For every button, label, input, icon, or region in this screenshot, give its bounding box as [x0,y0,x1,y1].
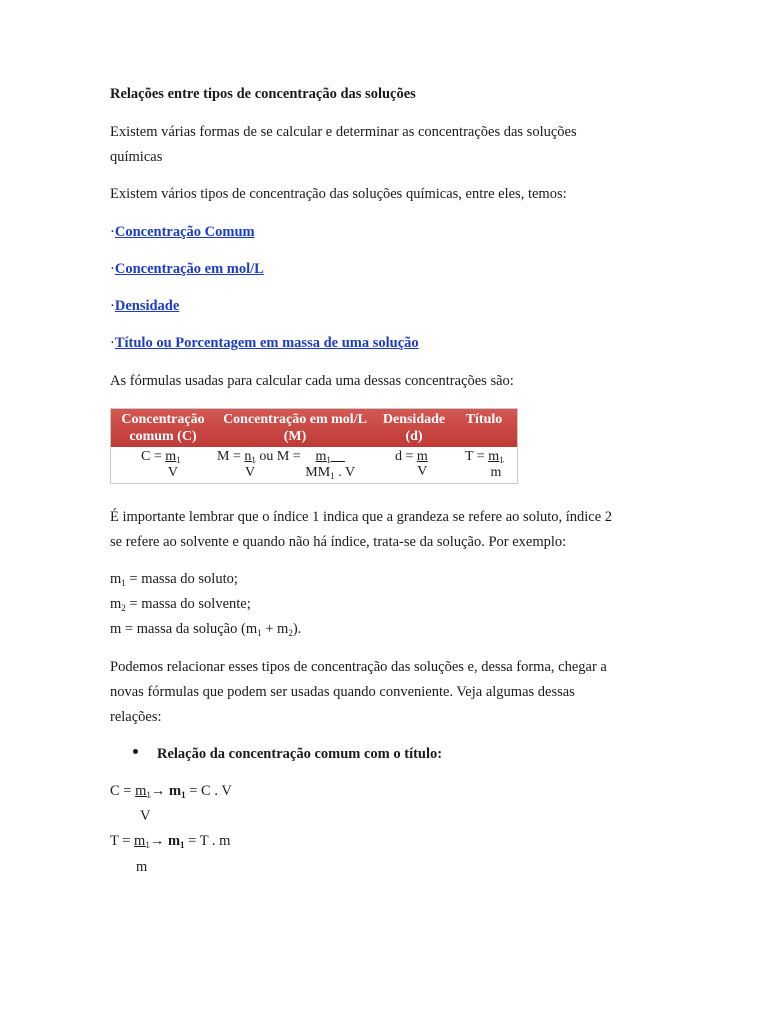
definition-m2: $m_2$ = massa do solvente; [110,596,251,613]
formulas-intro-paragraph: As fórmulas usadas para calcular cada uma dessas concentrações são: [110,373,514,389]
equation-concentracao-comum: $C = m_1\to m_1 = C$ . V [110,783,232,800]
header-densidade: Densidade (d) [382,412,446,444]
formula-concentracao-comum: C = $\frac{m_1}{V}$ [141,449,181,480]
link-concentracao-mol[interactable]: Concentração em mol/L [114,261,264,277]
list-item-densidade [110,294,179,319]
link-concentracao-comum[interactable]: Concentração Comum [114,224,255,240]
bullet-icon [133,749,138,754]
note-paragraph-line1: É importante lembrar que o índice 1 indica que a grandeza se refere ao soluto, índice 2 [110,509,613,525]
equation-titulo: $T = m_1\to m_1 = T$ . m [110,833,231,850]
list-item-titulo [110,331,419,356]
header-concentracao-mol: Concentração em mol/L (M) [223,412,367,444]
list-dot: · [110,298,115,314]
formulas-table-header [111,409,517,447]
list-dot: · [110,335,115,351]
definition-m: m = massa da solução $(m_1 + m_2)$. [110,621,302,638]
formula-titulo: T = $\frac{m_1}{m}$ [465,449,504,480]
equation-titulo-denominator: m [136,859,148,875]
equation-concentracao-comum-denominator: V [140,808,151,824]
note-paragraph-line2: se refere ao solvente e quando não há índice, trata-se da solução. Por exemplo: [110,534,567,550]
relations-paragraph-line1: Podemos relacionar esses tipos de concentração das soluções e, dessa forma, chegar a [110,659,607,675]
intro-paragraph-line1: Existem várias formas de se calcular e determinar as concentrações das soluções [110,124,577,140]
header-titulo: Título [465,412,503,427]
header-concentracao-comum: Concentração comum (C) [121,412,205,444]
formula-concentracao-mol: M = $\frac{n_1}{V}$ ou M = $\frac{m_1}{MM_1 . V}$ [217,449,356,481]
relations-paragraph-line3: relações: [110,709,162,725]
link-densidade[interactable]: Densidade [114,298,180,314]
relation-heading: Relação da concentração comum com o título: [157,746,443,762]
list-item-concentracao-mol [110,257,264,282]
definition-m1: $m_1$ = massa do soluto; [110,571,238,588]
types-intro-paragraph: Existem vários tipos de concentração das soluções químicas, entre eles, temos: [110,186,567,202]
formulas-table [110,408,518,484]
page-title: Relações entre tipos de concentração das soluções [110,86,416,102]
formula-densidade: d = $\frac{m}{V}$ [395,449,428,479]
list-dot: · [110,261,115,277]
link-titulo[interactable]: Título ou Porcentagem em massa de uma solução [114,335,419,351]
list-dot: · [110,224,115,240]
intro-paragraph-line2: químicas [110,149,163,165]
list-item-concentracao-comum [110,220,255,245]
relations-paragraph-line2: novas fórmulas que podem ser usadas quando conveniente. Veja algumas dessas [110,684,575,700]
